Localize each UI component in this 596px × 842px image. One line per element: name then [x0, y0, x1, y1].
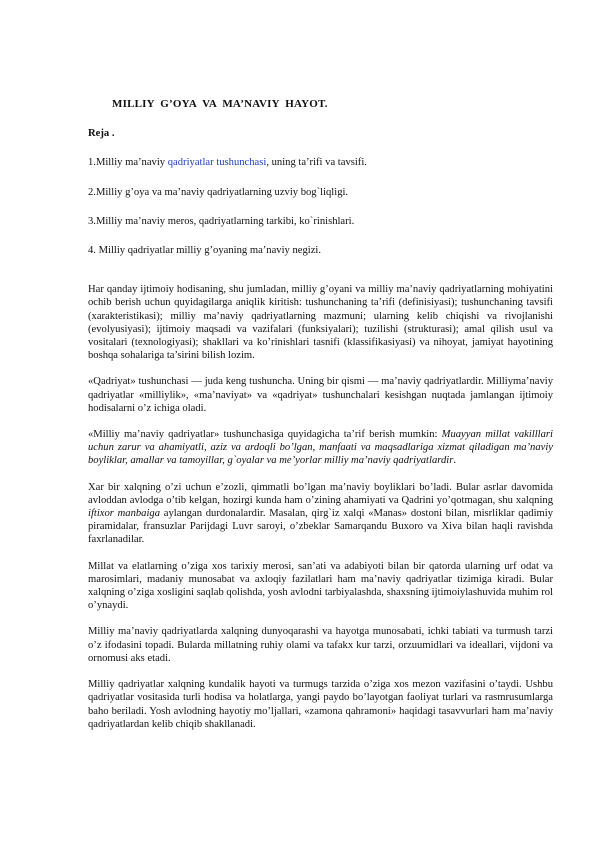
paragraph-definition-italic: Muayyan millat vakilllari uchun zarur va ahamiyatli, aziz va ardoqli bo’lgan, manfaati va maqsadlariga xizmat qiladigan ma’naviy boyliklar, amallar va tamoyillar, g`oyalar va me’yorlar milliy ma’naviy qadriyatlardir: [88, 429, 553, 467]
paragraph-1: [88, 283, 553, 362]
paragraph-text: Xar bir xalqning o’zi uchun e’zozli, qimmatli bo’lgan ma’naviy boyliklari bo’ladi. Bular asrlar davomida avloddan avlodga o’tib kelgan, hozirgi kunda ham o’zining ahamiyati va Qadrini yo’qotmagan, shu xalqning: [88, 481, 553, 506]
paragraph-text: Millat va elatlarning o’ziga xos tarixiy merosi, san’ati va adabiyoti bilan bir qatorda ularning urf odat va marosimlari, madaniy munosabat va axloqiy fazilatlari ham ma’naviy qadriyatlar tizimiga kiradi. Bular xalqning o’ziga xosligini saqlab qolishda, yosh avlodni tarbiyalashda, shaxsning ijtimoiylashuvida muhim rol o’ynaydi.: [88, 560, 553, 612]
document-title: MILLIY G’OYA VA MA’NAVIY HAYOT.: [112, 98, 328, 110]
plan-item-2: [88, 186, 553, 199]
paragraph-7: [88, 678, 553, 731]
plan-item-link[interactable]: qadriyatlar tushunchasi: [167, 157, 267, 169]
paragraph-3: [88, 428, 553, 468]
paragraph-text: «Qadriyat» tushunchasi — juda keng tushuncha. Uning bir qismi — ma’naviy qadriyatlardir. Milliyma’naviy qadriyatlar «milliylik», «ma’naviyat» va «qadriyat» tushunchalari kesishgan nuqtada jamlangan ijtimoiy hodisalarni o’z ichiga oladi.: [88, 376, 553, 414]
paragraph-italic-phrase: iftixor manbaiga: [88, 508, 161, 520]
plan-item-4: [88, 244, 553, 257]
plan-item-text: 2.Milliy g’oya va ma’naviy qadriyatlarning uzviy bog`liqligi.: [88, 186, 349, 198]
plan-heading: Reja .: [88, 128, 115, 140]
paragraph-6: [88, 625, 553, 665]
paragraph-text: Milliy qadriyatlar xalqning kundalik hayoti va turmugs tarzida o’ziga xos mezon vazifasini o’taydi. Ushbu qadriyatlar vositasida turli hodisa va holatlarga, yangi paydo bo’layotgan faoliyat turlari va rasmrusumlarga baho beriladi. Yosh avlodning hayotiy mo’ljallari, «zamona qahramoni» haqidagi tasavvurlari ham ma’naviy qadriyatlardan kelib chiqib shakllanadi.: [88, 679, 553, 730]
paragraph-tail: .: [453, 455, 456, 467]
plan-item-text-after: , uning ta’rifi va tavsifi.: [266, 157, 367, 169]
paragraph-tail: aylangan durdonalardir. Masalan, qirg`iz xalqi «Manas» dostoni bilan, misrliklar qadimiy piramidalar, fransuzlar Parijdagi Luvr saroyi, o’zbeklar Samarqandu Buxoro va Xiva bilan haqli ravishda faxrlanadilar.: [88, 508, 554, 546]
paragraph-text: Har qanday ijtimoiy hodisaning, shu jumladan, milliy g’oyani va milliy ma’naviy qadriyatlarning mohiyatini ochib berish uchun quyidagilarga aniqlik kiritish: tushunchaning ta’rifi (definisiyasi); tushunchaning tavsifi (xarakteristikasi); milliy ma’naviy qadriyatlarning mazmuni; ularning kelib chiqishi va rivojlanishi (evolyusiyasi); ijtimoiy maqsadi va vazifalari (funksiyalari); tuzilishi (strukturasi); amal qilish usul va vositalari (texnologiyasi); shakllari va ko’rinishlari tasnifi (klassifikasiyasi) va nihoyat, jamiyat hayotining boshqa sohalariga ta’sirini bilish lozim.: [88, 284, 553, 362]
plan-item-1: [88, 156, 553, 169]
paragraph-text: «Milliy ma’naviy qadriyatlar» tushunchasiga quyidagicha ta’rif berish mumkin:: [88, 429, 442, 441]
plan-item-text: 1.Milliy ma’naviy: [88, 157, 168, 169]
plan-item-3: [88, 215, 553, 228]
paragraph-text: Milliy ma’naviy qadriyatlarda xalqning dunyoqarashi va hayotga munosabati, ichki tabiati va turmush tarzi o’z ifodasini topadi. Bularda millatning ruhiy olami va tafakx kur tarzi, orzuumidlari va ideallari, vijdoni va ornomusi aks etadi.: [88, 626, 553, 664]
paragraph-5: [88, 560, 553, 613]
plan-item-text: 3.Milliy ma’naviy meros, qadriyatlarning tarkibi, ko`rinishlari.: [88, 215, 355, 227]
document-page: [88, 98, 553, 731]
paragraph-2: [88, 375, 553, 415]
plan-item-text: 4. Milliy qadriyatlar milliy g’oyaning ma’naviy negizi.: [88, 245, 322, 257]
paragraph-4: [88, 481, 553, 547]
